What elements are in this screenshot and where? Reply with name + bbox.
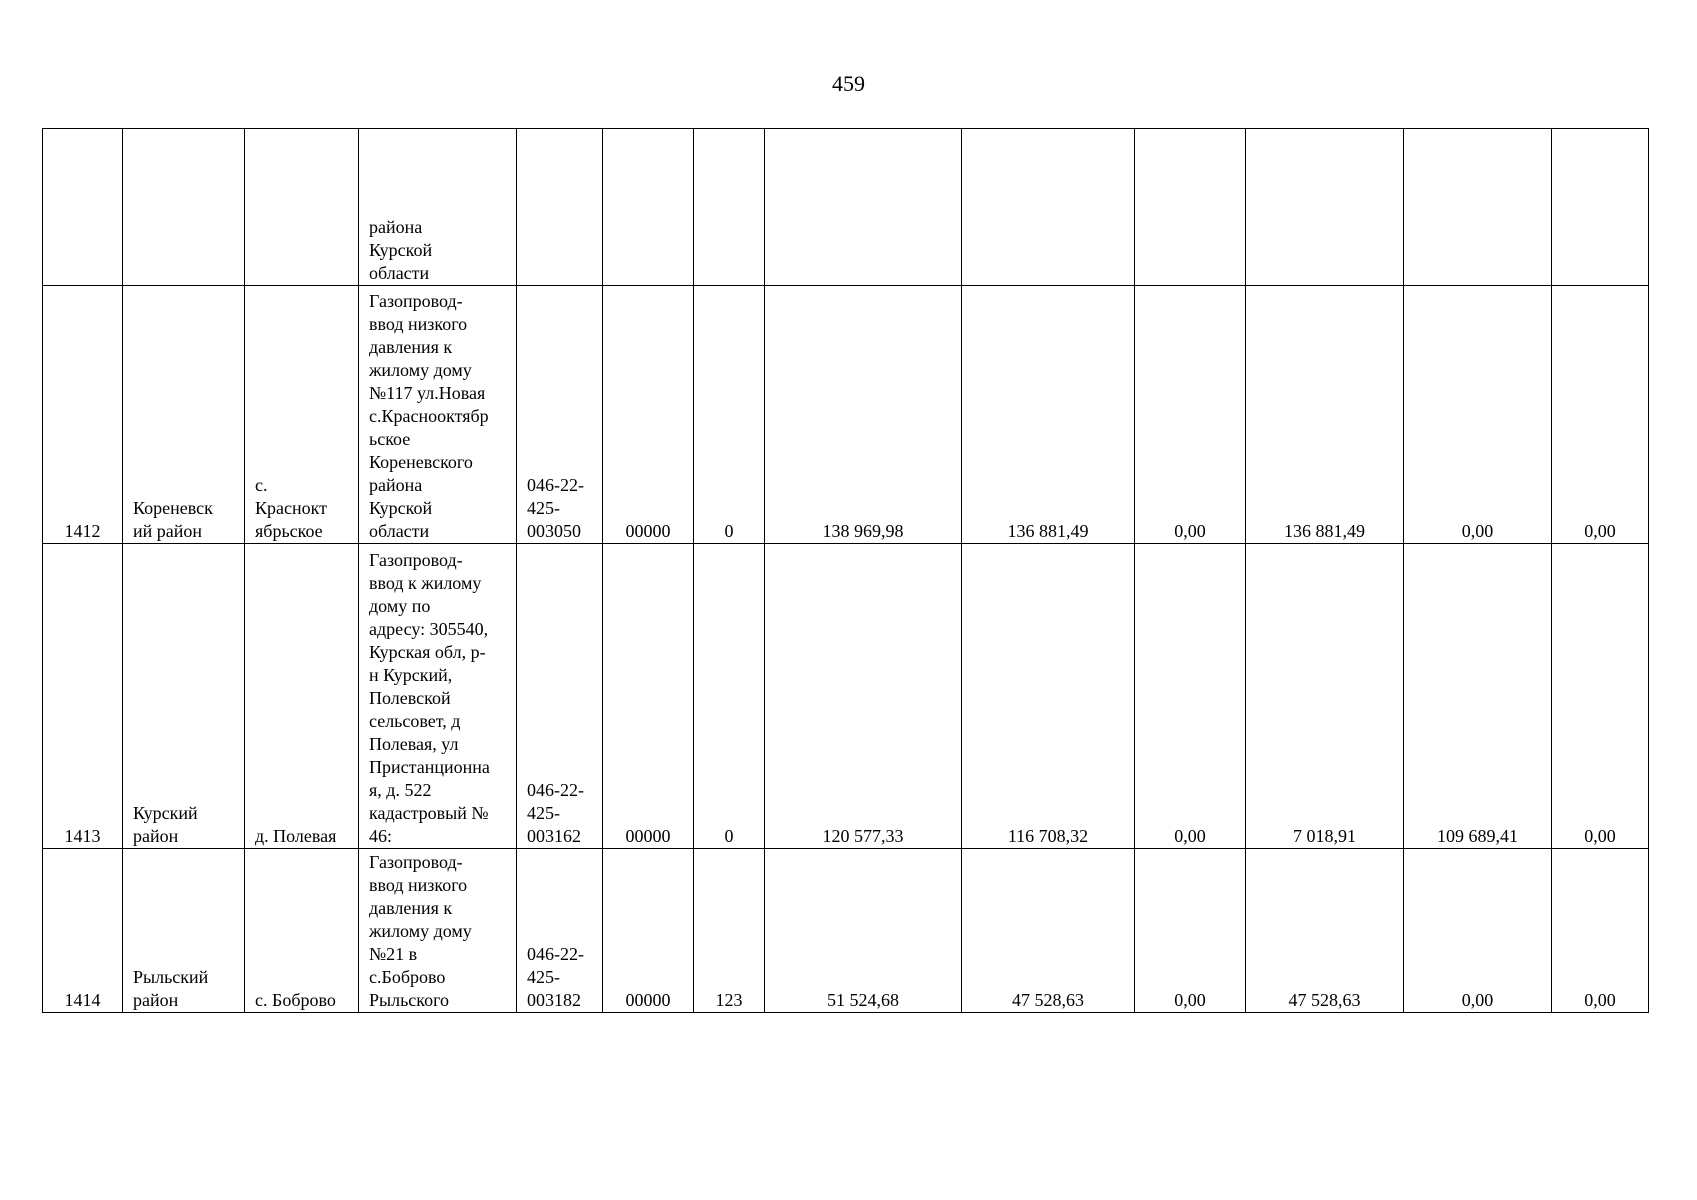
district-cell: Кореневск ий район bbox=[123, 286, 245, 544]
description-cell: района Курской области bbox=[359, 129, 517, 286]
code-cell: 046-22- 425- 003182 bbox=[517, 849, 603, 1013]
amount-cell: 0,00 bbox=[1135, 286, 1246, 544]
amount-cell: 109 689,41 bbox=[1404, 544, 1552, 849]
amount-cell: 0,00 bbox=[1404, 849, 1552, 1013]
table-row bbox=[43, 544, 1649, 849]
description-cell: Газопровод- ввод к жилому дому по адресу: 305540, Курская обл, р- н Курский, Полевской сельсовет, д Полевая, ул Пристанционна я, д. 522 кадастровый № 46: bbox=[359, 544, 517, 849]
code-cell bbox=[517, 129, 603, 286]
amount-cell: 0,00 bbox=[1552, 286, 1649, 544]
code-cell: 046-22- 425- 003050 bbox=[517, 286, 603, 544]
value-cell: 00000 bbox=[603, 286, 694, 544]
amount-cell: 120 577,33 bbox=[765, 544, 962, 849]
description-cell: Газопровод- ввод низкого давления к жилому дому №21 в с.Боброво Рыльского bbox=[359, 849, 517, 1013]
amount-cell bbox=[962, 129, 1135, 286]
description-cell: Газопровод- ввод низкого давления к жилому дому №117 ул.Новая с.Краснооктябр ьское Кореневского района Курской области bbox=[359, 286, 517, 544]
value-cell: 00000 bbox=[603, 849, 694, 1013]
amount-cell: 47 528,63 bbox=[1246, 849, 1404, 1013]
amount-cell: 0,00 bbox=[1135, 849, 1246, 1013]
amount-cell: 0,00 bbox=[1404, 286, 1552, 544]
amount-cell: 138 969,98 bbox=[765, 286, 962, 544]
value-cell: 0 bbox=[694, 286, 765, 544]
value-cell: 123 bbox=[694, 849, 765, 1013]
amount-cell: 7 018,91 bbox=[1246, 544, 1404, 849]
table-row bbox=[43, 129, 1649, 286]
amount-cell bbox=[1135, 129, 1246, 286]
amount-cell: 47 528,63 bbox=[962, 849, 1135, 1013]
amount-cell bbox=[765, 129, 962, 286]
settlement-cell: с. Боброво bbox=[245, 849, 359, 1013]
row-number: 1413 bbox=[43, 544, 123, 849]
page-number: 459 bbox=[832, 71, 865, 96]
district-cell: Рыльский район bbox=[123, 849, 245, 1013]
amount-cell: 0,00 bbox=[1552, 849, 1649, 1013]
amount-cell bbox=[1552, 129, 1649, 286]
table-row bbox=[43, 286, 1649, 544]
row-number: 1412 bbox=[43, 286, 123, 544]
registry-table bbox=[42, 128, 1649, 1013]
value-cell bbox=[603, 129, 694, 286]
row-number bbox=[43, 129, 123, 286]
amount-cell: 116 708,32 bbox=[962, 544, 1135, 849]
amount-cell: 0,00 bbox=[1135, 544, 1246, 849]
settlement-cell: д. Полевая bbox=[245, 544, 359, 849]
amount-cell: 51 524,68 bbox=[765, 849, 962, 1013]
row-number: 1414 bbox=[43, 849, 123, 1013]
value-cell: 0 bbox=[694, 544, 765, 849]
amount-cell: 136 881,49 bbox=[1246, 286, 1404, 544]
settlement-cell bbox=[245, 129, 359, 286]
amount-cell bbox=[1404, 129, 1552, 286]
district-cell: Курский район bbox=[123, 544, 245, 849]
settlement-cell: с. Краснокт ябрьское bbox=[245, 286, 359, 544]
amount-cell: 136 881,49 bbox=[962, 286, 1135, 544]
district-cell bbox=[123, 129, 245, 286]
code-cell: 046-22- 425- 003162 bbox=[517, 544, 603, 849]
amount-cell: 0,00 bbox=[1552, 544, 1649, 849]
amount-cell bbox=[1246, 129, 1404, 286]
value-cell: 00000 bbox=[603, 544, 694, 849]
table-row bbox=[43, 849, 1649, 1013]
value-cell bbox=[694, 129, 765, 286]
